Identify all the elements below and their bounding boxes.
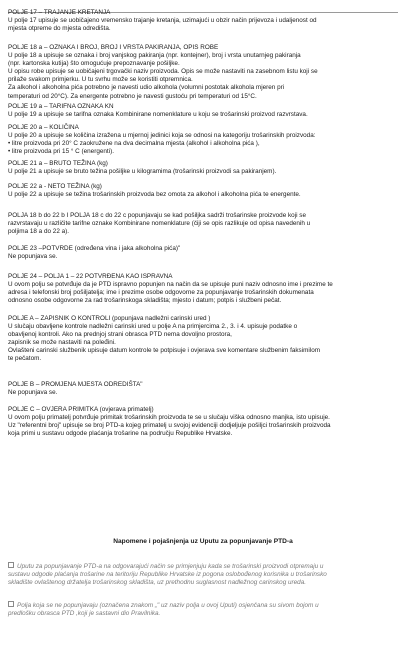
section-heading: POLJE 19 a – TARIFNA OZNAKA KN — [8, 103, 114, 110]
section-polje-18a — [8, 44, 398, 101]
note-item — [8, 562, 398, 587]
section-heading: POLJE 24 – POLJA 1 – 22 POTVRĐENA KAO ISPRAVNA — [8, 273, 173, 280]
section-line: zapisnik se može nastaviti na poleđini. — [8, 339, 116, 347]
section-line: adresa i telefonski broj pošiljatelja; ime i prezime osobe odgovorne za popunjavanje trošarinskih dokumenata — [8, 289, 314, 297]
section-polje-24 — [8, 273, 398, 305]
section-line: U polje 20 a upisuje se količina izražena u mjernoj jedinici koja se odnosi na kategoriju trošarinskih proizvoda: — [8, 132, 316, 140]
section-heading: POLJE 21 a – BRUTO TEŽINA (kg) — [8, 160, 108, 167]
section-polje-17 — [8, 9, 398, 33]
section-heading: POLJE A – ZAPISNIK O KONTROLI (popunjava nadležni carinski ured ) — [8, 315, 211, 322]
section-polje-b — [8, 381, 398, 397]
section-polje-a — [8, 315, 398, 364]
section-polje-19a — [8, 103, 398, 119]
section-heading: POLJE 18 a – OZNAKA I BROJ, BROJ I VRSTA PAKIRANJA, OPIS ROBE — [8, 44, 219, 51]
checkbox-icon — [8, 562, 14, 568]
section-heading: POLJE C – OVJERA PRIMITKA (ovjerava primatelj) — [8, 406, 154, 413]
section-heading: POLJE 17 – TRAJANJE KRETANJA — [8, 9, 111, 16]
section-line: obavljenoj kontroli. Ako na prednjoj strani obrasca PTD nema dovoljno prostora, — [8, 331, 232, 339]
section-heading: POLJE 22 a - NETO TEŽINA (kg) — [8, 183, 102, 190]
section-line: (npr. kartonska kutija) što omogućuje prepoznavanje pošiljke. — [8, 60, 180, 68]
section-line: poljima 18 a do 22 a). — [8, 228, 70, 236]
section-line: U polje 21 a upisuje se bruto težina pošiljke u kilogramima (trošarinski proizvodi sa pakiranjem). — [8, 168, 277, 176]
section-line: Ovlašteni carinski službenik upisuje datum kontrole te potpisuje i ovjerava sve komentare službenim faksimilom — [8, 347, 321, 355]
note-line: predlošku obrasca PTD ,koji je sastavni dio Pravilnika. — [8, 610, 161, 618]
checkbox-icon — [8, 601, 14, 607]
section-line: prilaže svakom primjerku. U tu svrhu može se koristiti otpremnica. — [8, 76, 193, 84]
section-line: U polje 19 a upisuje se tarifna oznaka Kombinirane nomenklature u koju se trošarinski proizvod razvrstava. — [8, 111, 308, 119]
section-polje-22a — [8, 183, 398, 199]
section-line: koja primi u sustavu odgode plaćanja trošarine na području Republike Hrvatske. — [8, 430, 233, 438]
section-line: Za alkohol i alkoholna pića potrebno je navesti udio alkohola (volumni postotak alkohola mjeren pri — [8, 84, 285, 92]
section-line: Ne popunjava se. — [8, 389, 58, 397]
section-heading: POLJE 20 a – KOLIČINA — [8, 124, 79, 131]
notes-title: Napomene i pojašnjenja uz Uputu za popunjavanje PTD-a — [113, 538, 293, 545]
note-text: Polja koja se ne popunjavaju (označena znakom „" uz naziv polja u ovoj Uputi) osjenčana su sivom bojom u — [17, 602, 319, 609]
section-line: Uz "referentni broj" upisuje se broj PTD-a kojeg primatelj u svojoj evidenciji dodjeljuje pošiljci trošarinskih proizvoda — [8, 422, 331, 430]
section-line: U polje 22 a upisuje se težina trošarinskih proizvoda bez omota za alkohol i alkoholna pića te energente. — [8, 191, 301, 199]
section-line: U opisu robe upisuje se uobičajeni trgovački naziv proizvoda. Opis se može nastaviti na zasebnom listu koji se — [8, 68, 318, 76]
section-line: temperaturi od 20°C). Za energente potrebno je navesti gustoću pri temperaturi od 15°C. — [8, 92, 257, 100]
section-line: razvrstavaju u različite tarifne oznake Kombinirane nomenklature (čiji se opis razlikuje od opisa navedenih u — [8, 220, 311, 228]
section-polje-23 — [8, 245, 398, 261]
section-line: te pečatom. — [8, 355, 42, 363]
note-item — [8, 601, 398, 618]
section-heading: POLJE B – PROMJENA MJESTA ODREDIŠTA" — [8, 381, 143, 388]
section-line: odnosno osobe odgovorne za rad trošarinskoga skladišta; mjesto i datum; potpis i službeni pečat. — [8, 297, 282, 305]
note-line: sustavu odgode plaćanja trošarine na teritoriju Republike Hrvatske iz pogona oslobođenog korisnika u trošarinsko — [8, 571, 327, 579]
section-polja-18b-22c — [8, 212, 398, 236]
section-line: Ne popunjava se. — [8, 253, 58, 261]
section-line: U slučaju obavljene kontrole nadležni carinski ured u polje A na primjercima 2., 3. i 4. upisuje podatke o — [8, 323, 298, 331]
section-line: U ovom polju primatelj potvrđuje primitak trošarinskih proizvoda te se u slučaju viška odnosno manjka, isto upisuje. — [8, 414, 330, 422]
section-polje-21a — [8, 160, 398, 176]
section-line: POLJA 18 b do 22 b I POLJA 18 c do 22 c popunjavaju se kad pošiljka sadrži trošarinske proizvode koji se — [8, 212, 306, 219]
note-line — [8, 601, 398, 610]
section-line: mjesta otpreme do mjesta odredišta. — [8, 25, 111, 33]
section-polje-c — [8, 406, 398, 438]
section-line: U ovom polju se potvrđuje da je PTD ispravno popunjen na način da se upisuje puni naziv odnosno ime i prezime te — [8, 281, 333, 289]
note-line: skladište ovlaštenog držatelja trošarinskog skladišta, uz prethodnu suglasnost nadležnog carinskog ureda. — [8, 579, 306, 587]
note-text: Uputu za popunjavanje PTD-a na odgovarajući način se primjenjuju kada se trošarinski proizvodi otpremaju u — [17, 563, 324, 570]
section-polje-20a — [8, 124, 398, 156]
note-line — [8, 562, 398, 571]
section-line: U polje 17 upisuje se uobičajeno vremensko trajanje kretanja, uzimajući u obzir način prijevoza i udaljenost od — [8, 17, 317, 25]
section-heading: POLJE 23 –POTVRDE (određena vina i jaka alkoholna pića)" — [8, 245, 181, 252]
section-line: • litre proizvoda pri 15 ° C (energenti). — [8, 148, 114, 156]
section-line: U polje 18 a upisuje se oznaka i broj vanjskog pakiranja (npr. kontejner), broj i vrsta unutarnjeg pakiranja — [8, 52, 301, 60]
section-line: • litre proizvoda pri 20° C zaokružene na dva decimalna mjesta (alkohol i alkoholna pića ), — [8, 140, 260, 148]
